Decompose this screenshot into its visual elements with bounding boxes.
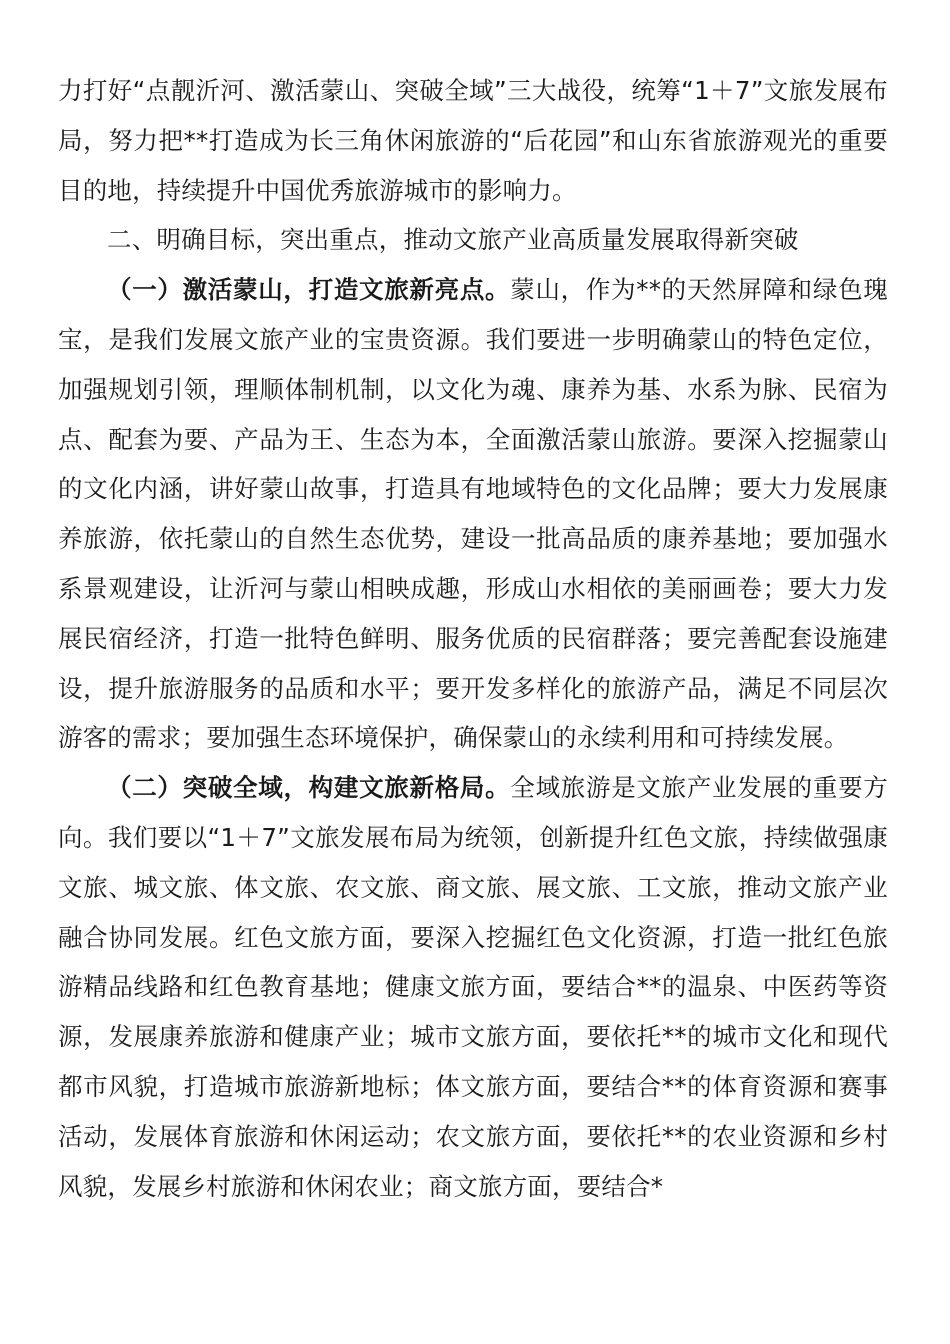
paragraph-breakthrough-region — [58, 763, 888, 1211]
paragraph-text: 力打好“点靓沂河、激活蒙山、突破全域”三大战役，统筹“1＋7”文旅发展布局，努力把**打造成为长三角休闲旅游的“后花园”和山东省旅游观光的重要目的地，持续提升中国优秀旅游城市的影响力。 — [58, 76, 888, 205]
paragraph-text: 蒙山，作为**的天然屏障和绿色瑰宝，是我们发展文旅产业的宝贵资源。我们要进一步明确蒙山的特色定位，加强规划引领，理顺体制机制，以文化为魂、康养为基、水系为脉、民宿为点、配套为要、产品为王、生态为本，全面激活蒙山旅游。要深入挖掘蒙山的文化内涵，讲好蒙山故事，打造具有地域特色的文化品牌；要大力发展康养旅游，依托蒙山的自然生态优势，建设一批高品质的康养基地；要加强水系景观建设，让沂河与蒙山相映成趣，形成山水相依的美丽画卷；要大力发展民宿经济，打造一批特色鲜明、服务优质的民宿群落；要完善配套设施建设，提升旅游服务的品质和水平；要开发多样化的旅游产品，满足不同层次游客的需求；要加强生态环境保护，确保蒙山的永续利用和可持续发展。 — [58, 275, 888, 753]
document-page — [58, 66, 888, 1211]
section-heading — [58, 215, 888, 265]
section-heading-text: 二、明确目标，突出重点，推动文旅产业高质量发展取得新突破 — [107, 225, 799, 255]
paragraph-continuation — [58, 66, 888, 215]
paragraph-lead-bold: （二）突破全域，构建文旅新格局。 — [107, 773, 511, 803]
paragraph-activate-mengshan — [58, 265, 888, 763]
paragraph-text: 全域旅游是文旅产业发展的重要方向。我们要以“1＋7”文旅发展布局为统领，创新提升红色文旅，持续做强康文旅、城文旅、体文旅、农文旅、商文旅、展文旅、工文旅，推动文旅产业融合协同发展。红色文旅方面，要深入挖掘红色文化资源，打造一批红色旅游精品线路和红色教育基地；健康文旅方面，要结合**的温泉、中医药等资源，发展康养旅游和健康产业；城市文旅方面，要依托**的城市文化和现代都市风貌，打造城市旅游新地标；体文旅方面，要结合**的体育资源和赛事活动，发展体育旅游和休闲运动；农文旅方面，要依托**的农业资源和乡村风貌，发展乡村旅游和休闲农业；商文旅方面，要结合* — [58, 773, 888, 1201]
paragraph-lead-bold: （一）激活蒙山，打造文旅新亮点。 — [107, 275, 511, 305]
